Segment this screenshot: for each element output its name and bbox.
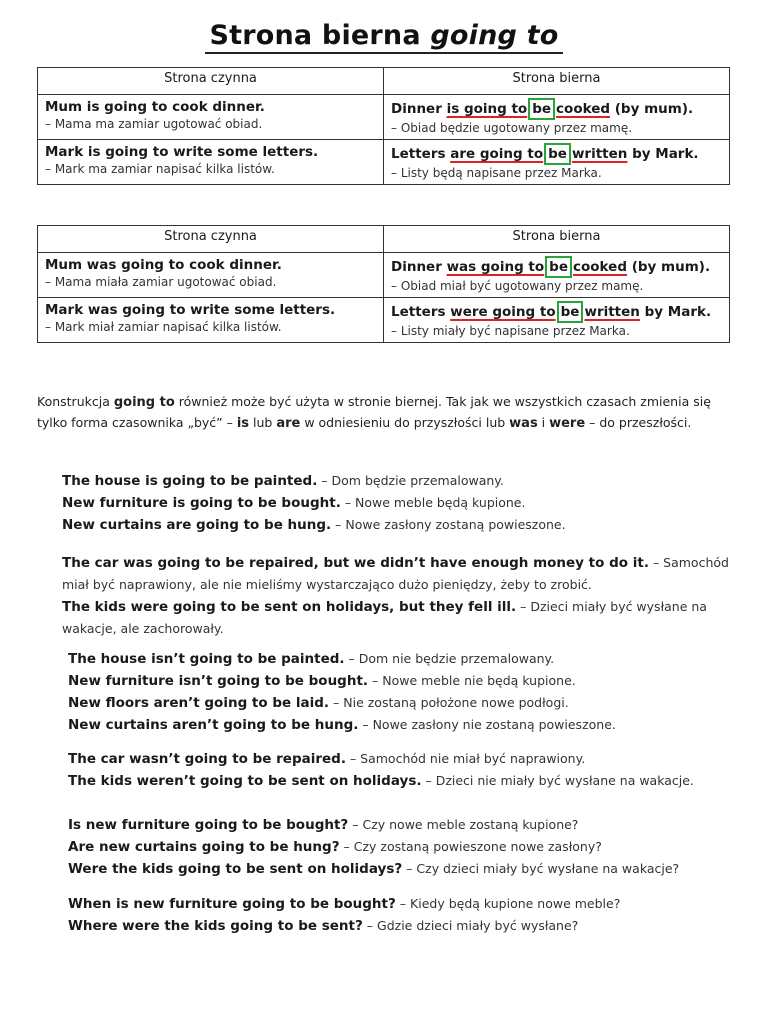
passive-participle: cooked xyxy=(573,259,627,275)
example-line xyxy=(62,514,752,536)
example-english: The car was going to be repaired, but we didn’t have enough money to do it. xyxy=(62,555,649,571)
table-header-row xyxy=(38,68,730,95)
passive-sentence xyxy=(391,256,722,278)
example-polish: – Kiedy będą kupione nowe meble? xyxy=(395,896,621,911)
passive-cell xyxy=(384,95,730,140)
explanation-bold: were xyxy=(549,416,586,431)
passive-translation: – Listy będą napisane przez Marka. xyxy=(391,166,602,180)
header-active: Strona czynna xyxy=(38,68,384,95)
example-polish: – Nie zostaną położone nowe podłogi. xyxy=(329,695,569,710)
passive-participle: written xyxy=(584,304,640,320)
example-english: When is new furniture going to be bought? xyxy=(68,896,396,912)
explanation-bold: going to xyxy=(113,395,175,410)
passive-agent: (by mum). xyxy=(627,259,711,275)
example-line xyxy=(62,552,752,596)
passive-agent: by Mark. xyxy=(639,304,712,320)
active-translation: – Mark miał zamiar napisać kilka listów. xyxy=(45,320,282,334)
explanation-text: również może być użyta w stronie biernej. Tak jak we wszystkich czasach zmienia się tylko forma czasownika „być” – xyxy=(37,394,711,430)
explanation-bold: was xyxy=(509,416,538,431)
passive-be: be xyxy=(544,143,571,165)
passive-be: be xyxy=(545,256,572,278)
example-english: New floors aren’t going to be laid. xyxy=(68,695,330,711)
example-line xyxy=(62,596,752,640)
passive-sentence xyxy=(391,143,722,165)
examples-past-negative xyxy=(68,748,758,792)
example-polish: – Dzieci miały być wysłane na wakacje, ale zachorowały. xyxy=(62,599,707,636)
past-table xyxy=(37,225,730,343)
active-sentence: Mum is going to cook dinner. xyxy=(45,99,265,115)
example-english: Are new curtains going to be hung? xyxy=(68,839,340,855)
example-line xyxy=(68,714,758,736)
title-emphasis: going to xyxy=(430,20,559,51)
passive-aux: are going to xyxy=(450,146,544,162)
examples-future-affirmative xyxy=(62,470,752,536)
examples-questions xyxy=(68,814,758,880)
table-row xyxy=(38,140,730,185)
example-polish: – Czy zostaną powieszone nowe zasłony? xyxy=(339,839,602,854)
example-english: The kids were going to be sent on holidays, but they fell ill. xyxy=(62,599,517,615)
explanation-text: – do przeszłości. xyxy=(585,415,692,430)
example-line xyxy=(68,893,758,915)
passive-sentence xyxy=(391,301,722,323)
table-row xyxy=(38,298,730,343)
passive-subject: Dinner xyxy=(391,101,447,117)
example-polish: – Samochód nie miał być naprawiony. xyxy=(345,751,586,766)
passive-agent: by Mark. xyxy=(627,146,699,162)
examples-past-affirmative xyxy=(62,552,752,640)
explanation-text: Konstrukcja xyxy=(37,394,114,409)
example-line xyxy=(62,470,752,492)
passive-cell xyxy=(384,298,730,343)
example-english: The house isn’t going to be painted. xyxy=(68,651,345,667)
example-polish: – Nowe meble nie będą kupione. xyxy=(368,673,576,688)
passive-aux: were going to xyxy=(450,304,556,320)
title-prefix: Strona bierna xyxy=(209,20,421,51)
passive-participle: cooked xyxy=(556,101,611,117)
examples-wh-questions xyxy=(68,893,758,937)
present-table xyxy=(37,67,730,185)
explanation-paragraph xyxy=(37,392,737,434)
example-english: Were the kids going to be sent on holidays? xyxy=(68,861,403,877)
example-english: The car wasn’t going to be repaired. xyxy=(68,751,346,767)
explanation-bold: is xyxy=(236,416,250,431)
example-line xyxy=(68,858,758,880)
example-polish: – Samochód miał być naprawiony, ale nie mieliśmy wystarczająco dużo pieniędzy, żeby to zrobić. xyxy=(62,555,729,592)
active-cell xyxy=(38,253,384,298)
passive-be: be xyxy=(557,301,584,323)
passive-subject: Dinner xyxy=(391,259,447,275)
passive-aux: is going to xyxy=(446,101,528,117)
example-english: New curtains aren’t going to be hung. xyxy=(68,717,359,733)
explanation-text: w odniesieniu do przyszłości lub xyxy=(300,415,510,430)
active-translation: – Mama miała zamiar ugotować obiad. xyxy=(45,275,277,289)
table-header-row xyxy=(38,226,730,253)
explanation-text: i xyxy=(537,415,550,430)
passive-cell xyxy=(384,253,730,298)
header-passive: Strona bierna xyxy=(384,68,730,95)
example-polish: – Dzieci nie miały być wysłane na wakacje. xyxy=(421,773,694,788)
passive-subject: Letters xyxy=(391,146,451,162)
active-sentence: Mum was going to cook dinner. xyxy=(45,257,282,273)
example-line xyxy=(68,836,758,858)
example-line xyxy=(68,915,758,937)
example-english: The house is going to be painted. xyxy=(62,473,318,489)
example-polish: – Czy dzieci miały być wysłane na wakacje? xyxy=(402,861,680,876)
example-english: Is new furniture going to be bought? xyxy=(68,817,349,833)
example-english: Where were the kids going to be sent? xyxy=(68,918,363,934)
example-line xyxy=(68,670,758,692)
passive-translation: – Obiad miał być ugotowany przez mamę. xyxy=(391,279,644,293)
passive-cell xyxy=(384,140,730,185)
example-polish: – Nowe meble będą kupione. xyxy=(340,495,526,510)
active-sentence: Mark was going to write some letters. xyxy=(45,302,336,318)
passive-be: be xyxy=(528,98,555,120)
table-row xyxy=(38,95,730,140)
passive-translation: – Obiad będzie ugotowany przez mamę. xyxy=(391,121,633,135)
page-title xyxy=(0,20,768,54)
table-row xyxy=(38,253,730,298)
example-polish: – Czy nowe meble zostaną kupione? xyxy=(348,817,579,832)
active-cell xyxy=(38,95,384,140)
active-cell xyxy=(38,140,384,185)
header-passive: Strona bierna xyxy=(384,226,730,253)
explanation-text: lub xyxy=(249,415,277,430)
example-line xyxy=(68,770,758,792)
passive-agent: (by mum). xyxy=(610,101,694,117)
passive-participle: written xyxy=(571,146,628,162)
title-underline xyxy=(205,20,562,54)
passive-aux: was going to xyxy=(446,259,545,275)
passive-subject: Letters xyxy=(391,304,451,320)
example-english: The kids weren’t going to be sent on holidays. xyxy=(68,773,422,789)
active-sentence: Mark is going to write some letters. xyxy=(45,144,319,160)
example-polish: – Dom nie będzie przemalowany. xyxy=(344,651,555,666)
passive-translation: – Listy miały być napisane przez Marka. xyxy=(391,324,630,338)
example-line xyxy=(62,492,752,514)
example-english: New curtains are going to be hung. xyxy=(62,517,332,533)
example-line xyxy=(68,648,758,670)
active-translation: – Mama ma zamiar ugotować obiad. xyxy=(45,117,263,131)
example-polish: – Nowe zasłony zostaną powieszone. xyxy=(331,517,566,532)
passive-sentence xyxy=(391,98,722,120)
example-polish: – Nowe zasłony nie zostaną powieszone. xyxy=(358,717,616,732)
examples-future-negative xyxy=(68,648,758,736)
example-line xyxy=(68,748,758,770)
example-english: New furniture isn’t going to be bought. xyxy=(68,673,369,689)
example-polish: – Gdzie dzieci miały być wysłane? xyxy=(362,918,579,933)
example-english: New furniture is going to be bought. xyxy=(62,495,341,511)
example-line xyxy=(68,814,758,836)
active-cell xyxy=(38,298,384,343)
example-polish: – Dom będzie przemalowany. xyxy=(317,473,504,488)
header-active: Strona czynna xyxy=(38,226,384,253)
example-line xyxy=(68,692,758,714)
explanation-bold: are xyxy=(276,416,301,431)
active-translation: – Mark ma zamiar napisać kilka listów. xyxy=(45,162,275,176)
